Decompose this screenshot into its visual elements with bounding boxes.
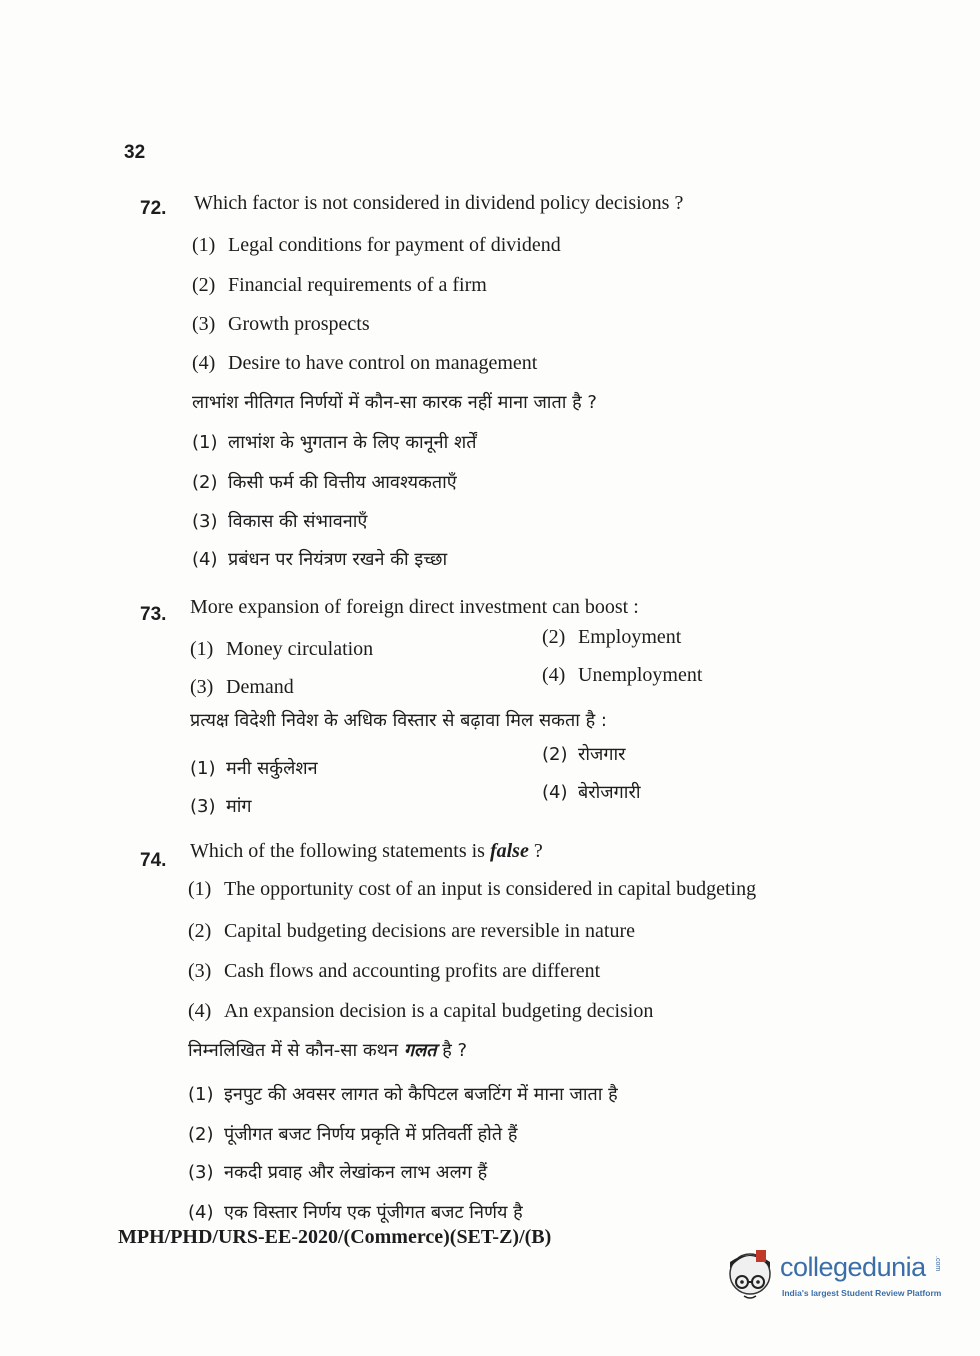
question-text-hindi: प्रत्यक्ष विदेशी निवेश के अधिक विस्तार से बढ़ावा मिल सकता है : xyxy=(190,710,607,731)
hindi-option-4: (4) प्रबंधन पर नियंत्रण रखने की इच्छा xyxy=(192,549,448,570)
option-1: (1) Legal conditions for payment of dividend xyxy=(192,234,561,256)
hindi-option-1: (1) इनपुट की अवसर लागत को कैपिटल बजटिंग में माना जाता है xyxy=(188,1084,618,1105)
hindi-option-3: (3) नकदी प्रवाह और लेखांकन लाभ अलग हैं xyxy=(188,1162,488,1183)
option-3: (3) Growth prospects xyxy=(192,313,370,335)
option-3: (3) Cash flows and accounting profits are different xyxy=(188,960,601,982)
question-number: 74. xyxy=(140,850,167,871)
brand-name: collegedunia xyxy=(780,1252,926,1282)
question-text-hindi: निम्नलिखित में से कौन-सा कथन गलत है ? xyxy=(188,1040,468,1061)
hindi-option-1: (1) लाभांश के भुगतान के लिए कानूनी शर्तें xyxy=(192,432,477,453)
paper-code-footer: MPH/PHD/URS-EE-2020/(Commerce)(SET-Z)/(B) xyxy=(118,1226,552,1248)
option-3: (3) Demand xyxy=(190,676,294,698)
option-4: (4) An expansion decision is a capital budgeting decision xyxy=(188,1000,654,1022)
hindi-option-3: (3) विकास की संभावनाएँ xyxy=(192,511,368,532)
page-number: 32 xyxy=(124,142,146,163)
hindi-option-4: (4) बेरोजगारी xyxy=(542,782,641,803)
hindi-option-2: (2) रोजगार xyxy=(542,744,626,765)
brand-tagline: India's largest Student Review Platform xyxy=(782,1288,942,1298)
question-text: More expansion of foreign direct investment can boost : xyxy=(190,596,639,618)
option-4: (4) Desire to have control on management xyxy=(192,352,538,374)
mascot-icon xyxy=(722,1246,778,1312)
question-number: 73. xyxy=(140,604,167,625)
question-number: 72. xyxy=(140,198,167,219)
hindi-option-2: (2) पूंजीगत बजट निर्णय प्रकृति में प्रतिवर्ती होते हैं xyxy=(188,1124,518,1145)
option-2: (2) Employment xyxy=(542,626,682,648)
option-2: (2) Capital budgeting decisions are reversible in nature xyxy=(188,920,635,942)
question-text: Which factor is not considered in dividend policy decisions ? xyxy=(194,192,684,214)
collegedunia-watermark xyxy=(722,1246,962,1312)
hindi-option-1: (1) मनी सर्कुलेशन xyxy=(190,758,318,779)
option-2: (2) Financial requirements of a firm xyxy=(192,274,487,296)
hindi-option-3: (3) मांग xyxy=(190,796,252,817)
question-73 xyxy=(140,596,800,826)
option-4: (4) Unemployment xyxy=(542,664,703,686)
question-text-hindi: लाभांश नीतिगत निर्णयों में कौन-सा कारक नहीं माना जाता है ? xyxy=(192,392,597,413)
option-1: (1) The opportunity cost of an input is considered in capital budgeting xyxy=(188,878,757,900)
option-1: (1) Money circulation xyxy=(190,638,374,660)
hindi-option-2: (2) किसी फर्म की वित्तीय आवश्यकताएँ xyxy=(192,472,457,493)
question-text: Which of the following statements is false ? xyxy=(190,840,543,862)
question-72 xyxy=(140,192,800,572)
question-74 xyxy=(140,838,800,1228)
hindi-option-4: (4) एक विस्तार निर्णय एक पूंजीगत बजट निर्णय है xyxy=(188,1202,523,1223)
brand-suffix: .com xyxy=(934,1256,941,1272)
